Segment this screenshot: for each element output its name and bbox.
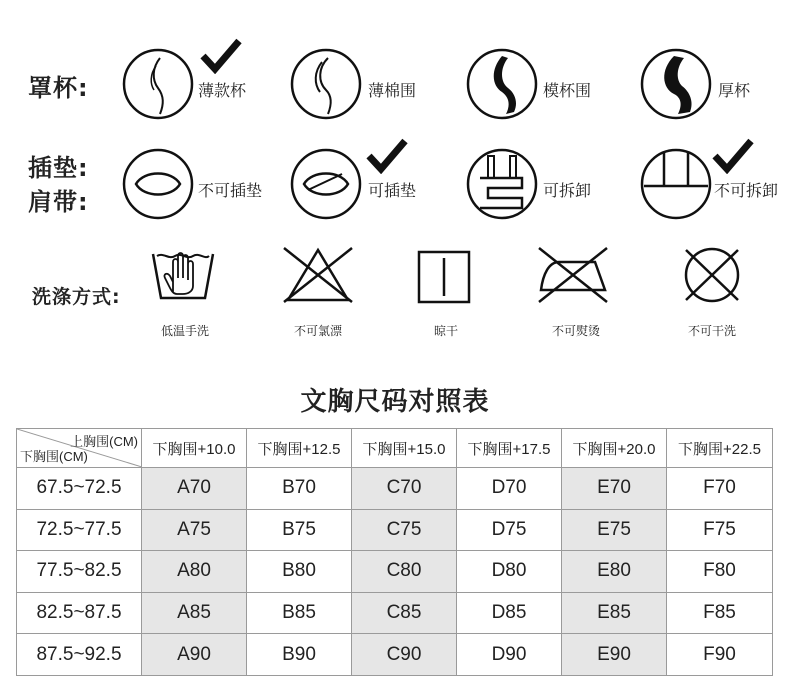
row-header: 67.5~72.5 bbox=[17, 468, 142, 510]
table-cell: C75 bbox=[352, 509, 457, 551]
column-header: 下胸围+12.5 bbox=[247, 429, 352, 468]
table-cell: E70 bbox=[562, 468, 667, 510]
row-header: 77.5~82.5 bbox=[17, 551, 142, 593]
table-cell: F85 bbox=[667, 592, 773, 634]
table-cell: B75 bbox=[247, 509, 352, 551]
table-cell: B80 bbox=[247, 551, 352, 593]
table-cell: C70 bbox=[352, 468, 457, 510]
hand-wash-label: 低温手洗 bbox=[160, 324, 209, 338]
table-cell: E90 bbox=[562, 634, 667, 676]
table-row bbox=[17, 509, 773, 551]
table-cell: F70 bbox=[667, 468, 773, 510]
thick-cup-icon bbox=[640, 48, 712, 120]
table-cell: A70 bbox=[142, 468, 247, 510]
check-mark-icon bbox=[712, 138, 754, 174]
no-iron-icon bbox=[533, 240, 613, 310]
corner-top-label: 上胸围(CM) bbox=[70, 434, 138, 449]
no-bleach-label: 不可氯漂 bbox=[293, 324, 342, 338]
table-cell: F80 bbox=[667, 551, 773, 593]
cup-row-label: 罩杯: bbox=[28, 74, 89, 102]
table-cell: D80 bbox=[457, 551, 562, 593]
row-header: 72.5~77.5 bbox=[17, 509, 142, 551]
no-insert-pad-icon bbox=[122, 148, 194, 220]
table-row bbox=[17, 468, 773, 510]
thin-cup-icon bbox=[122, 48, 194, 120]
insert-pad-icon bbox=[290, 148, 362, 220]
no-insert-pad-label: 不可插垫 bbox=[198, 181, 263, 200]
line-dry-label: 晾干 bbox=[433, 324, 458, 338]
row-header: 87.5~92.5 bbox=[17, 634, 142, 676]
washing-row-label: 洗涤方式: bbox=[32, 286, 121, 308]
thin-cup-label: 薄款杯 bbox=[198, 81, 247, 100]
size-chart-title: 文胸尺码对照表 bbox=[300, 387, 490, 417]
table-cell: C90 bbox=[352, 634, 457, 676]
table-cell: F90 bbox=[667, 634, 773, 676]
table-cell: A90 bbox=[142, 634, 247, 676]
fixed-strap-icon bbox=[640, 148, 712, 220]
size-chart-table bbox=[16, 428, 773, 676]
molded-cup-label: 模杯围 bbox=[543, 81, 592, 100]
row-header: 82.5~87.5 bbox=[17, 592, 142, 634]
thin-cotton-label: 薄棉围 bbox=[368, 81, 417, 100]
table-cell: A85 bbox=[142, 592, 247, 634]
table-cell: B90 bbox=[247, 634, 352, 676]
line-dry-icon bbox=[405, 244, 485, 314]
table-cell: D75 bbox=[457, 509, 562, 551]
corner-bottom-label: 下胸围(CM) bbox=[20, 449, 88, 464]
table-cell: A75 bbox=[142, 509, 247, 551]
table-cell: B70 bbox=[247, 468, 352, 510]
table-cell: C80 bbox=[352, 551, 457, 593]
no-iron-label: 不可熨烫 bbox=[551, 324, 600, 338]
table-cell: A80 bbox=[142, 551, 247, 593]
table-cell: B85 bbox=[247, 592, 352, 634]
molded-cup-icon bbox=[466, 48, 538, 120]
table-cell: D85 bbox=[457, 592, 562, 634]
no-dry-clean-icon bbox=[672, 240, 752, 310]
table-row bbox=[17, 592, 773, 634]
table-row bbox=[17, 551, 773, 593]
check-mark-icon bbox=[200, 38, 242, 74]
column-header: 下胸围+17.5 bbox=[457, 429, 562, 468]
table-cell: D90 bbox=[457, 634, 562, 676]
table-corner-cell bbox=[17, 429, 142, 468]
table-header-row bbox=[17, 429, 773, 468]
strap-row-label: 肩带: bbox=[28, 188, 89, 216]
detachable-strap-label: 可拆卸 bbox=[543, 181, 592, 200]
table-cell: D70 bbox=[457, 468, 562, 510]
column-header: 下胸围+20.0 bbox=[562, 429, 667, 468]
table-cell: E80 bbox=[562, 551, 667, 593]
thin-cotton-icon bbox=[290, 48, 362, 120]
check-mark-icon bbox=[366, 138, 408, 174]
table-cell: E75 bbox=[562, 509, 667, 551]
insert-pad-label: 可插垫 bbox=[368, 181, 417, 200]
detachable-strap-icon bbox=[466, 148, 538, 220]
no-bleach-icon bbox=[278, 240, 358, 310]
table-row bbox=[17, 634, 773, 676]
column-header: 下胸围+10.0 bbox=[142, 429, 247, 468]
column-header: 下胸围+22.5 bbox=[667, 429, 773, 468]
thick-cup-label: 厚杯 bbox=[718, 81, 751, 100]
insert-row-label: 插垫: bbox=[28, 154, 89, 182]
hand-wash-icon bbox=[143, 240, 223, 310]
table-cell: E85 bbox=[562, 592, 667, 634]
fixed-strap-label: 不可拆卸 bbox=[714, 181, 779, 200]
column-header: 下胸围+15.0 bbox=[352, 429, 457, 468]
table-cell: F75 bbox=[667, 509, 773, 551]
no-dry-clean-label: 不可干洗 bbox=[687, 324, 736, 338]
table-cell: C85 bbox=[352, 592, 457, 634]
